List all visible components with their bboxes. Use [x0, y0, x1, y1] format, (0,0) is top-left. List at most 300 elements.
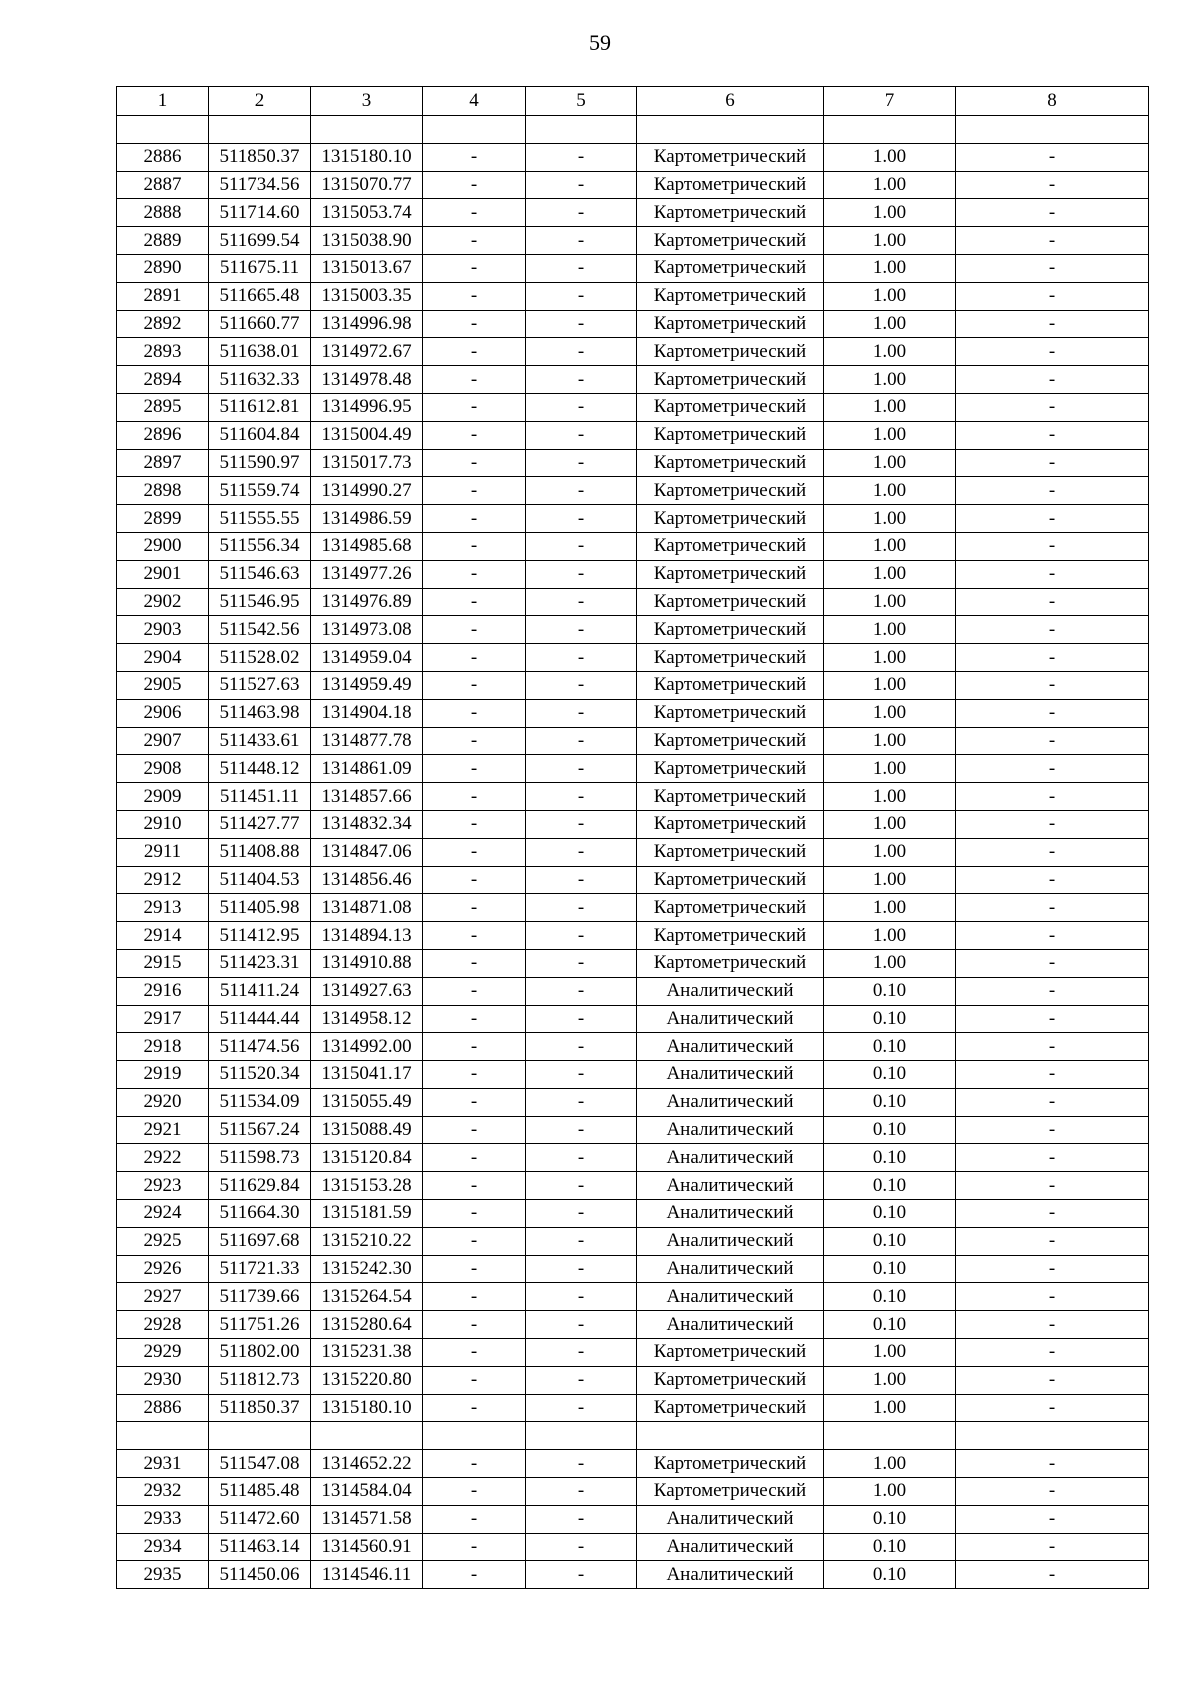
table-row: [117, 1005, 1149, 1033]
table-cell: 1314977.26: [311, 560, 423, 588]
table-cell: -: [526, 1005, 637, 1033]
table-cell: -: [956, 421, 1149, 449]
table-cell: Картометрический: [637, 477, 824, 505]
table-cell: 511555.55: [209, 505, 311, 533]
table-cell: Аналитический: [637, 1283, 824, 1311]
table-cell: 1.00: [824, 421, 956, 449]
table-cell: 511474.56: [209, 1033, 311, 1061]
table-cell: Картометрический: [637, 588, 824, 616]
table-cell: 1.00: [824, 644, 956, 672]
table-cell: -: [956, 1227, 1149, 1255]
table-cell: 1314958.12: [311, 1005, 423, 1033]
table-cell: Картометрический: [637, 449, 824, 477]
table-cell: -: [423, 1200, 526, 1228]
table-cell: 2895: [117, 393, 209, 421]
table-row: [117, 338, 1149, 366]
table-cell: -: [423, 810, 526, 838]
table-cell: 2892: [117, 310, 209, 338]
table-cell: -: [956, 1144, 1149, 1172]
table-cell: 1315180.10: [311, 143, 423, 171]
table-cell: 1314877.78: [311, 727, 423, 755]
table-row: [117, 1172, 1149, 1200]
table-row: [117, 1533, 1149, 1561]
table-cell: -: [956, 338, 1149, 366]
table-cell: 1.00: [824, 227, 956, 255]
table-cell: [209, 1422, 311, 1450]
table-cell: [526, 116, 637, 144]
table-cell: 511427.77: [209, 810, 311, 838]
table-cell: -: [423, 449, 526, 477]
table-cell: -: [526, 505, 637, 533]
table-cell: 0.10: [824, 1061, 956, 1089]
table-cell: -: [526, 366, 637, 394]
table-row: [117, 783, 1149, 811]
table-cell: 1314992.00: [311, 1033, 423, 1061]
table-cell: 511697.68: [209, 1227, 311, 1255]
table-cell: -: [423, 1450, 526, 1478]
table-cell: -: [956, 282, 1149, 310]
table-cell: 0.10: [824, 1116, 956, 1144]
table-cell: 1315038.90: [311, 227, 423, 255]
table-row: [117, 1116, 1149, 1144]
table-cell: -: [526, 616, 637, 644]
table-cell: -: [956, 1033, 1149, 1061]
table-cell: -: [423, 171, 526, 199]
table-row: [117, 477, 1149, 505]
table-cell: -: [526, 393, 637, 421]
table-cell: -: [423, 922, 526, 950]
table-cell: -: [526, 644, 637, 672]
table-cell: -: [526, 560, 637, 588]
table-cell: [824, 116, 956, 144]
table-cell: 1.00: [824, 532, 956, 560]
table-cell: 2894: [117, 366, 209, 394]
table-cell: 1314985.68: [311, 532, 423, 560]
table-cell: 2914: [117, 922, 209, 950]
table-cell: 1314904.18: [311, 699, 423, 727]
table-cell: 2929: [117, 1339, 209, 1367]
table-cell: 2886: [117, 143, 209, 171]
table-cell: 1314847.06: [311, 838, 423, 866]
table-row: [117, 838, 1149, 866]
table-cell: -: [423, 1283, 526, 1311]
table-cell: 2899: [117, 505, 209, 533]
table-cell: 2898: [117, 477, 209, 505]
column-header: 2: [209, 87, 311, 116]
table-cell: 2902: [117, 588, 209, 616]
table-cell: -: [956, 560, 1149, 588]
table-cell: -: [526, 1061, 637, 1089]
table-cell: 1.00: [824, 671, 956, 699]
table-cell: -: [526, 866, 637, 894]
table-cell: 0.10: [824, 1088, 956, 1116]
table-cell: -: [423, 1533, 526, 1561]
table-cell: Аналитический: [637, 1061, 824, 1089]
table-cell: -: [526, 143, 637, 171]
table-cell: 511423.31: [209, 949, 311, 977]
table-cell: -: [526, 1033, 637, 1061]
table-cell: -: [423, 1227, 526, 1255]
table-cell: 1.00: [824, 922, 956, 950]
table-cell: -: [423, 338, 526, 366]
table-cell: 2891: [117, 282, 209, 310]
table-cell: -: [956, 699, 1149, 727]
table-cell: -: [956, 894, 1149, 922]
table-cell: 2900: [117, 532, 209, 560]
table-cell: -: [526, 922, 637, 950]
table-cell: 511411.24: [209, 977, 311, 1005]
table-row: [117, 171, 1149, 199]
table-cell: -: [526, 949, 637, 977]
table-cell: -: [423, 727, 526, 755]
table-cell: Картометрический: [637, 866, 824, 894]
table-cell: Картометрический: [637, 393, 824, 421]
table-cell: 2918: [117, 1033, 209, 1061]
table-cell: Картометрический: [637, 560, 824, 588]
table-cell: -: [956, 866, 1149, 894]
table-cell: -: [956, 143, 1149, 171]
table-cell: 511412.95: [209, 922, 311, 950]
table-cell: -: [956, 755, 1149, 783]
table-cell: 2930: [117, 1366, 209, 1394]
table-cell: -: [526, 810, 637, 838]
table-cell: 1.00: [824, 894, 956, 922]
table-row: [117, 1061, 1149, 1089]
table-cell: 511802.00: [209, 1339, 311, 1367]
table-cell: -: [526, 1450, 637, 1478]
table-cell: 2912: [117, 866, 209, 894]
table-cell: 1315003.35: [311, 282, 423, 310]
table-cell: 1315220.80: [311, 1366, 423, 1394]
table-cell: 1315181.59: [311, 1200, 423, 1228]
table-cell: 511567.24: [209, 1116, 311, 1144]
table-row: [117, 644, 1149, 672]
table-row: [117, 1033, 1149, 1061]
table-cell: 2919: [117, 1061, 209, 1089]
table-cell: 511721.33: [209, 1255, 311, 1283]
table-row: [117, 922, 1149, 950]
table-cell: 511598.73: [209, 1144, 311, 1172]
table-cell: 1315017.73: [311, 449, 423, 477]
table-cell: 1.00: [824, 783, 956, 811]
table-cell: 1315041.17: [311, 1061, 423, 1089]
table-cell: -: [526, 171, 637, 199]
table-cell: Картометрический: [637, 727, 824, 755]
table-row: [117, 393, 1149, 421]
table-cell: 1.00: [824, 366, 956, 394]
table-cell: -: [956, 783, 1149, 811]
table-cell: Аналитический: [637, 1255, 824, 1283]
table-row: [117, 1144, 1149, 1172]
table-cell: -: [956, 1255, 1149, 1283]
table-cell: 2922: [117, 1144, 209, 1172]
table-cell: [526, 1422, 637, 1450]
table-cell: 1.00: [824, 1478, 956, 1506]
table-cell: 1.00: [824, 477, 956, 505]
table-cell: -: [526, 838, 637, 866]
table-row: [117, 977, 1149, 1005]
table-cell: 0.10: [824, 1255, 956, 1283]
table-cell: -: [423, 1255, 526, 1283]
table-cell: 511699.54: [209, 227, 311, 255]
table-cell: Картометрический: [637, 199, 824, 227]
table-cell: 2910: [117, 810, 209, 838]
table-cell: 2935: [117, 1561, 209, 1589]
table-cell: 2907: [117, 727, 209, 755]
table-cell: 1.00: [824, 449, 956, 477]
table-row: [117, 449, 1149, 477]
table-cell: 2886: [117, 1394, 209, 1422]
table-cell: 1.00: [824, 866, 956, 894]
table-row: [117, 1227, 1149, 1255]
table-cell: -: [956, 922, 1149, 950]
table-cell: 1.00: [824, 588, 956, 616]
table-cell: 1.00: [824, 199, 956, 227]
table-cell: 511660.77: [209, 310, 311, 338]
table-cell: -: [423, 1311, 526, 1339]
table-cell: 1315231.38: [311, 1339, 423, 1367]
table-cell: -: [526, 1283, 637, 1311]
table-cell: -: [956, 1172, 1149, 1200]
table-row: [117, 1450, 1149, 1478]
table-cell: -: [956, 588, 1149, 616]
table-row: [117, 894, 1149, 922]
table-cell: 511451.11: [209, 783, 311, 811]
table-cell: 1315120.84: [311, 1144, 423, 1172]
table-cell: 511520.34: [209, 1061, 311, 1089]
table-cell: [423, 1422, 526, 1450]
table-cell: Картометрический: [637, 421, 824, 449]
table-cell: 1.00: [824, 727, 956, 755]
table-cell: 2925: [117, 1227, 209, 1255]
table-cell: Аналитический: [637, 1227, 824, 1255]
table-cell: 2890: [117, 254, 209, 282]
table-cell: -: [423, 1394, 526, 1422]
table-cell: -: [423, 644, 526, 672]
table-cell: Аналитический: [637, 1172, 824, 1200]
table-row: [117, 1311, 1149, 1339]
table-cell: 1314861.09: [311, 755, 423, 783]
table-cell: -: [956, 949, 1149, 977]
table-cell: 511463.98: [209, 699, 311, 727]
table-row: [117, 755, 1149, 783]
table-cell: 511664.30: [209, 1200, 311, 1228]
table-row: [117, 699, 1149, 727]
table-cell: Картометрический: [637, 1450, 824, 1478]
table-cell: 511444.44: [209, 1005, 311, 1033]
table-row: [117, 1561, 1149, 1589]
table-cell: -: [423, 421, 526, 449]
table-cell: 2901: [117, 560, 209, 588]
table-cell: 2887: [117, 171, 209, 199]
table-row: [117, 810, 1149, 838]
table-cell: [637, 1422, 824, 1450]
table-cell: Картометрический: [637, 783, 824, 811]
table-cell: 1.00: [824, 949, 956, 977]
table-cell: 511405.98: [209, 894, 311, 922]
table-cell: 1314972.67: [311, 338, 423, 366]
table-cell: 1.00: [824, 560, 956, 588]
table-cell: 511559.74: [209, 477, 311, 505]
table-cell: 2923: [117, 1172, 209, 1200]
table-cell: 2928: [117, 1311, 209, 1339]
table-cell: -: [526, 1505, 637, 1533]
table-cell: Аналитический: [637, 977, 824, 1005]
table-cell: 2905: [117, 671, 209, 699]
table-cell: -: [423, 1172, 526, 1200]
table-cell: -: [956, 1088, 1149, 1116]
table-cell: 511404.53: [209, 866, 311, 894]
table-cell: 0.10: [824, 1200, 956, 1228]
table-cell: Картометрический: [637, 949, 824, 977]
coordinates-table: [116, 86, 1149, 1589]
table-row: [117, 1394, 1149, 1422]
table-cell: Картометрический: [637, 1478, 824, 1506]
table-cell: -: [956, 1005, 1149, 1033]
table-cell: -: [956, 1450, 1149, 1478]
table-cell: 2908: [117, 755, 209, 783]
table-cell: -: [526, 727, 637, 755]
table-cell: -: [526, 1200, 637, 1228]
table-cell: 1.00: [824, 838, 956, 866]
table-cell: 511463.14: [209, 1533, 311, 1561]
table-cell: -: [956, 227, 1149, 255]
table-cell: [117, 116, 209, 144]
table-cell: 2909: [117, 783, 209, 811]
table-cell: -: [956, 1339, 1149, 1367]
table-cell: -: [526, 894, 637, 922]
table-cell: Аналитический: [637, 1200, 824, 1228]
table-row: [117, 310, 1149, 338]
table-cell: 1315013.67: [311, 254, 423, 282]
table-cell: 1314959.04: [311, 644, 423, 672]
table-cell: 0.10: [824, 1283, 956, 1311]
table-cell: -: [956, 977, 1149, 1005]
table-cell: -: [423, 1088, 526, 1116]
table-cell: -: [526, 421, 637, 449]
table-cell: Аналитический: [637, 1116, 824, 1144]
table-cell: -: [423, 143, 526, 171]
table-cell: Картометрический: [637, 838, 824, 866]
table-cell: -: [423, 1005, 526, 1033]
table-cell: Картометрический: [637, 282, 824, 310]
table-cell: 1315242.30: [311, 1255, 423, 1283]
table-cell: Картометрический: [637, 338, 824, 366]
table-cell: 511739.66: [209, 1283, 311, 1311]
table-cell: 511714.60: [209, 199, 311, 227]
table-cell: 511556.34: [209, 532, 311, 560]
table-cell: -: [423, 671, 526, 699]
table-cell: -: [526, 783, 637, 811]
table-cell: -: [526, 699, 637, 727]
table-cell: -: [526, 1116, 637, 1144]
table-row: [117, 671, 1149, 699]
table-cell: 511612.81: [209, 393, 311, 421]
table-cell: 1314990.27: [311, 477, 423, 505]
table-cell: -: [526, 227, 637, 255]
table-cell: -: [956, 1561, 1149, 1589]
table-cell: 1315264.54: [311, 1283, 423, 1311]
table-cell: 0.10: [824, 1005, 956, 1033]
table-cell: -: [423, 866, 526, 894]
table-cell: 511751.26: [209, 1311, 311, 1339]
table-cell: -: [956, 1311, 1149, 1339]
table-row: [117, 505, 1149, 533]
table-row: [117, 366, 1149, 394]
table-cell: 1314959.49: [311, 671, 423, 699]
table-cell: 1314832.34: [311, 810, 423, 838]
table-cell: -: [956, 838, 1149, 866]
table-row: [117, 588, 1149, 616]
table-row: [117, 143, 1149, 171]
table-cell: -: [526, 310, 637, 338]
table-cell: 1314976.89: [311, 588, 423, 616]
table-body: [117, 116, 1149, 1589]
table-cell: -: [423, 1561, 526, 1589]
table-cell: Аналитический: [637, 1088, 824, 1116]
table-cell: 2896: [117, 421, 209, 449]
table-cell: 511850.37: [209, 143, 311, 171]
table-cell: 1315280.64: [311, 1311, 423, 1339]
table-row: [117, 282, 1149, 310]
table-cell: Аналитический: [637, 1005, 824, 1033]
table-row: [117, 1200, 1149, 1228]
table-cell: -: [956, 1533, 1149, 1561]
table-cell: -: [526, 1172, 637, 1200]
table-row: [117, 1478, 1149, 1506]
table-cell: -: [423, 505, 526, 533]
table-cell: 1314978.48: [311, 366, 423, 394]
table-cell: -: [423, 894, 526, 922]
table-cell: 0.10: [824, 1033, 956, 1061]
table-cell: -: [956, 532, 1149, 560]
table-cell: 1314584.04: [311, 1478, 423, 1506]
table-cell: 1314996.95: [311, 393, 423, 421]
table-cell: -: [956, 505, 1149, 533]
table-cell: 2903: [117, 616, 209, 644]
table-cell: 2920: [117, 1088, 209, 1116]
table-cell: 511812.73: [209, 1366, 311, 1394]
table-cell: 2924: [117, 1200, 209, 1228]
table-cell: 2904: [117, 644, 209, 672]
table-cell: 511632.33: [209, 366, 311, 394]
table-cell: -: [423, 977, 526, 1005]
table-cell: -: [526, 449, 637, 477]
table-cell: Аналитический: [637, 1144, 824, 1172]
table-cell: -: [423, 393, 526, 421]
table-cell: 511534.09: [209, 1088, 311, 1116]
table-cell: -: [526, 338, 637, 366]
table-cell: -: [956, 393, 1149, 421]
table-cell: -: [423, 838, 526, 866]
table-cell: 2911: [117, 838, 209, 866]
table-cell: [824, 1422, 956, 1450]
table-cell: 2915: [117, 949, 209, 977]
table-cell: 511546.63: [209, 560, 311, 588]
table-cell: 511448.12: [209, 755, 311, 783]
table-row: [117, 560, 1149, 588]
header-row: [117, 87, 1149, 116]
column-header: 1: [117, 87, 209, 116]
table-cell: -: [526, 1339, 637, 1367]
table-cell: -: [423, 282, 526, 310]
table-cell: 1.00: [824, 699, 956, 727]
table-cell: -: [423, 1366, 526, 1394]
table-cell: 511485.48: [209, 1478, 311, 1506]
table-cell: -: [526, 1311, 637, 1339]
table-cell: -: [956, 199, 1149, 227]
page-number: 59: [589, 30, 611, 55]
